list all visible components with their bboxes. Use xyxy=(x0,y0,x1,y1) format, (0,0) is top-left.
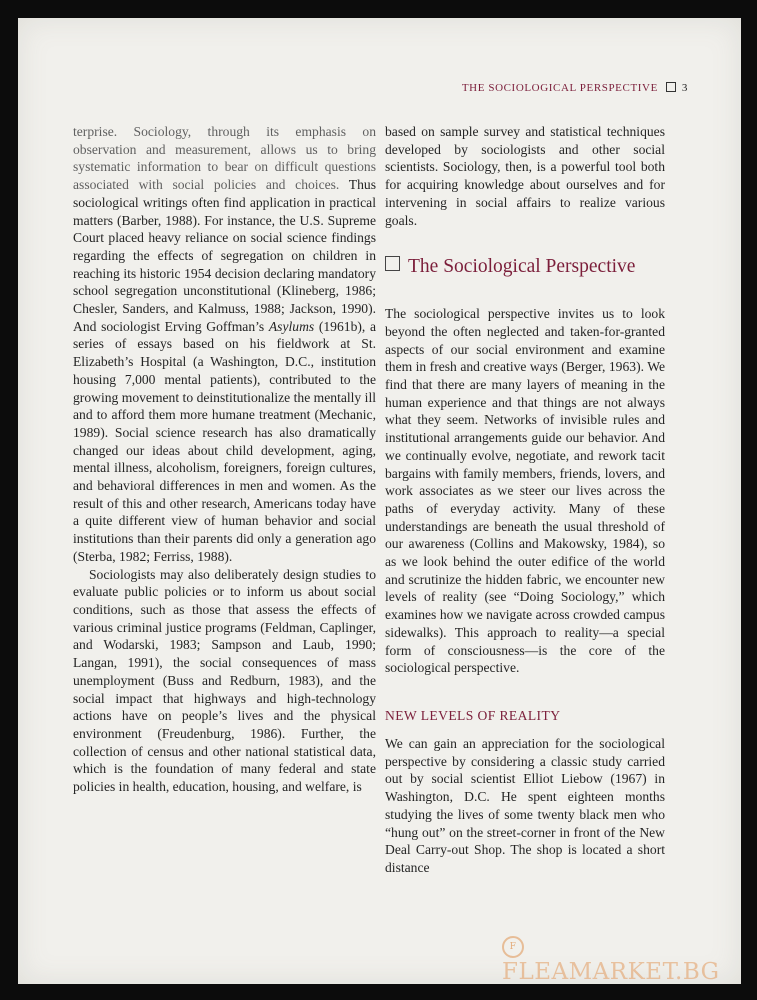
book-page xyxy=(18,18,741,984)
faded-text: terprise. Sociology, through its emphasis on observation and measurement, allows us to bring systematic information to bear on difficult questions associated with social policies and choices. xyxy=(73,124,376,193)
right-column xyxy=(385,123,665,877)
left-column xyxy=(73,123,376,796)
running-head xyxy=(428,82,688,94)
paragraph: We can gain an appreciation for the sociological perspective by considering a classic study carried out by social scientist Elliot Liebow (1967) in Washington, D.C. He spent eighteen months studying the lives of some twenty black men who “hung out” on the street-corner in front of the New Deal Carry-out Shop. The shop is located a short distance xyxy=(385,735,665,875)
paragraph xyxy=(73,123,376,566)
square-bullet-icon xyxy=(666,82,676,92)
section-heading-text: The Sociological Perspective xyxy=(408,256,636,278)
paragraph: Sociologists may also deliberately design studies to evaluate public policies or to inform us about social conditions, such as those that assess the effects of various criminal justice programs (Feldman, Caplinger, and Wodarski, 1983; Sampson and Laub, 1990; Langan, 1991), the social consequences of mass unemployment (Buss and Redburn, 1983), and the social impact that highways and high-technology actions have on people’s lives and the physical environment (Freudenburg, 1986). Further, the collection of census and other national statistical data, which is the foundation of many federal and state policies in health, education, housing, and welfare, is xyxy=(73,566,376,795)
book-title-italic: Asylums xyxy=(268,318,315,334)
text-run: (1961b), a series of essays based on his fieldwork at St. Elizabeth’s Hospital (a Washington, D.C., institution housing 7,000 mental patients), contributed to the growing movement to deinstitutionalize the mentally ill and to afford them more humane treatment (Mechanic, 1989). Social science research has also dramatically changed our ideas about child development, aging, mental illness, alcoholism, foreigners, foreign cultures, and behavioral differences in men and women. As the result of this and other research, Americans today have a quite different view of human behavior and social institutions than their parents did only a generation ago (Sterba, 1982; Ferriss, 1988). xyxy=(73,318,376,564)
paragraph: based on sample survey and statistical techniques developed by sociologists and other social scientists. Sociology, then, is a powerful tool both for acquiring knowledge about ourselves and for intervening in social affairs to realize various goals. xyxy=(385,124,665,228)
paragraph: The sociological perspective invites us to look beyond the often neglected and taken-for-granted aspects of our social environment and examine them in fresh and creative ways (Berger, 1963). We find that there are many layers of meaning in the human experience and that things are not always what they seem. Networks of invisible rules and institutional arrangements guide our behavior. And we continually evolve, negotiate, and rework tacit bargains with family members, friends, lovers, and work associates as we steer our lives across the paths of everyday activity. Many of these understandings are beneath the usual threshold of our awareness (Collins and Makowsky, 1984), so as we look behind the outer edifice of the world and scrutinize the hidden fabric, we encounter new levels of reality (see “Doing Sociology,” which examines how we navigate across crowded campus sidewalks). This approach to reality—a special form of consciousness—is the core of the sociological perspective. xyxy=(385,306,665,676)
running-title: THE SOCIOLOGICAL PERSPECTIVE xyxy=(461,82,658,94)
coin-logo-icon: F xyxy=(502,936,524,958)
watermark-text: FLEAMARKET.BG xyxy=(502,959,720,984)
text-run: Thus sociological writings often find application in practical matters (Barber, 1988). For instance, the U.S. Supreme Court placed heavy reliance on social science findings regarding the effects of segregation on children in reaching its historic 1954 decision declaring mandatory school segregation unconstitutional (Klineberg, 1986; Chesler, Sanders, and Kalmuss, 1988; Jackson, 1990). And sociologist Erving Goffman’s xyxy=(73,177,376,334)
square-bullet-icon xyxy=(385,256,400,271)
watermark xyxy=(502,933,741,984)
subheading: NEW LEVELS OF REALITY xyxy=(385,707,561,723)
page-number: 3 xyxy=(681,82,688,94)
section-heading xyxy=(385,255,665,279)
